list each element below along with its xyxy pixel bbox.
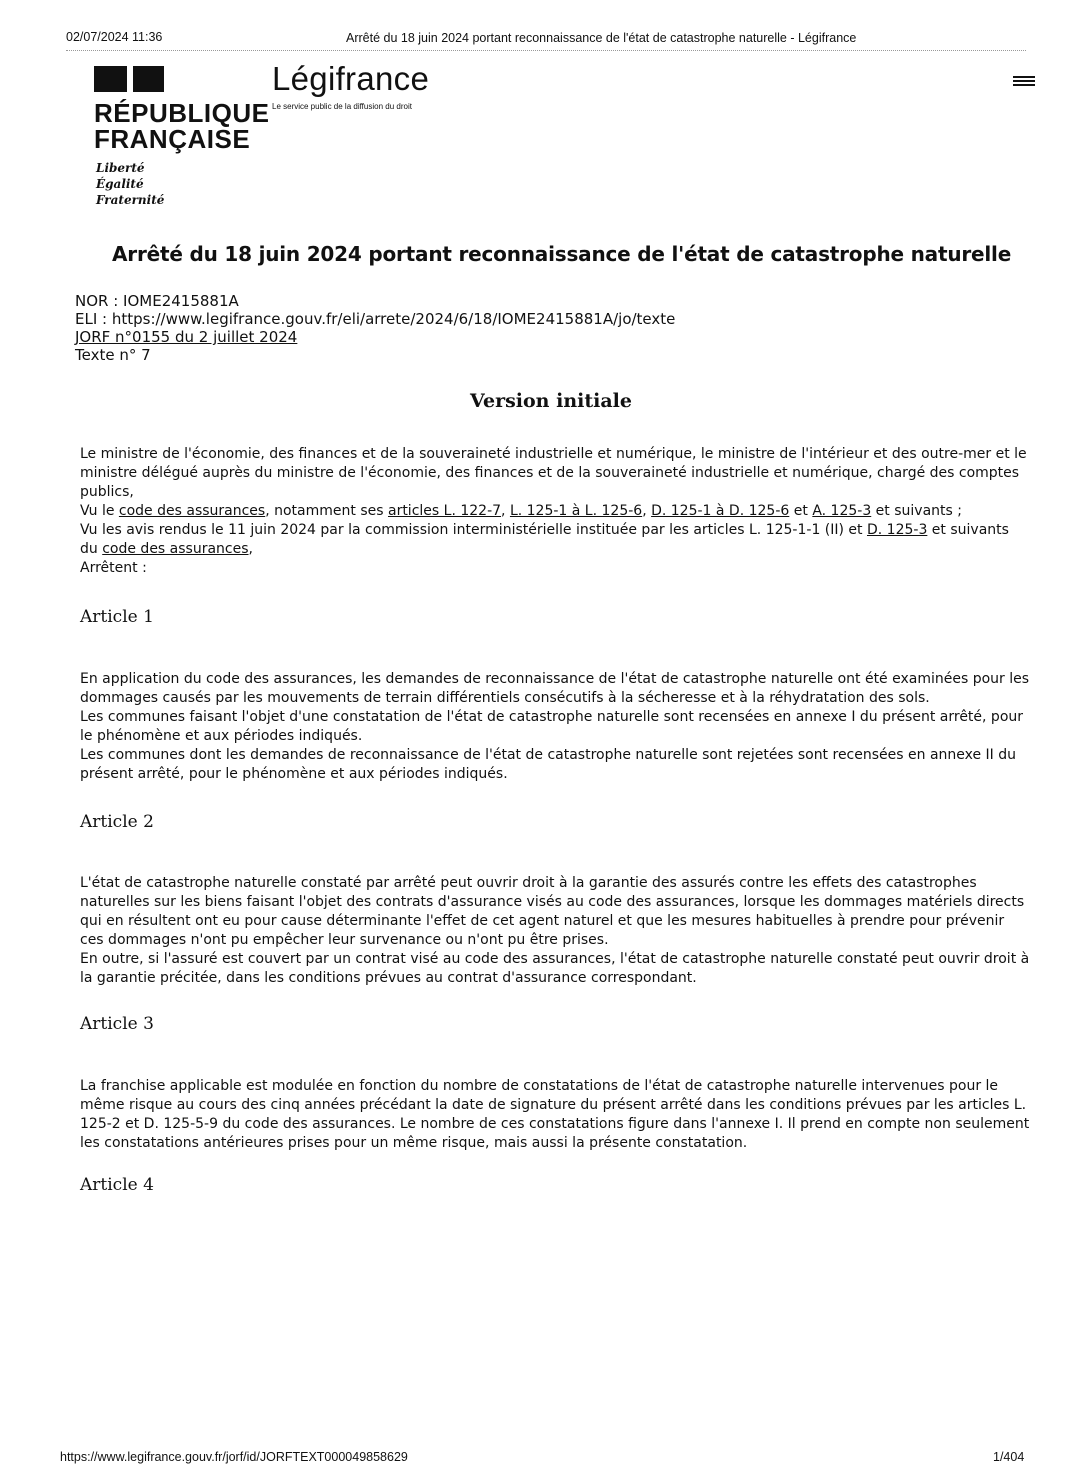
article-l122-7-link[interactable]: articles L. 122-7 — [387, 503, 502, 519]
article-heading: Article 2 — [80, 812, 154, 832]
vu-paragraph-1: Vu le code des assurances, notamment ses articles L. 122-7, L. 125-1 à L. 125-6, D. 125-1 à D. 125-6 et A. 125-3 et suivants ; — [80, 503, 962, 519]
article-d125-3-link[interactable]: D. 125-3 — [866, 522, 928, 538]
ministers-paragraph: Le ministre de l'économie, des finances et de la souveraineté industrielle et numérique, le ministre de l'intérieur et des outre-mer et le ministre délégué auprès du ministre de l'économie, des finances et de la souveraineté industrielle et numérique, chargé des comptes publics, — [80, 446, 1027, 500]
logo-devise: Liberté Égalité Fraternité — [96, 161, 165, 207]
article-heading: Article 1 — [80, 607, 154, 627]
jorf-link[interactable]: JORF n°0155 du 2 juillet 2024 — [75, 328, 298, 346]
preamble — [80, 445, 1030, 578]
document-title: Arrêté du 18 juin 2024 portant reconnaissance de l'état de catastrophe naturelle — [112, 242, 1012, 266]
print-footer-url: https://www.legifrance.gouv.fr/jorf/id/JORFTEXT000049858629 — [60, 1450, 408, 1464]
scan-artifact-line — [66, 50, 1026, 51]
article-heading: Article 4 — [80, 1175, 154, 1195]
arretent: Arrêtent : — [80, 560, 147, 576]
code-assurances-link-2[interactable]: code des assurances — [102, 541, 249, 557]
republique-francaise-logo[interactable] — [94, 66, 274, 216]
print-datetime: 02/07/2024 11:36 — [66, 30, 163, 44]
texte-number: Texte n° 7 — [75, 346, 151, 364]
article-body: En application du code des assurances, les demandes de reconnaissance de l'état de catastrophe naturelle ont été examinées pour les dommages causés par les mouvements de terrain différentiels consécutifs à la sécheresse et à la réhydratation des sols. Les communes faisant l'objet d'une constatation de l'état de catastrophe naturelle sont recensées en annexe I du présent arrêté, pour le phénomène et aux périodes indiqués. Les communes dont les demandes de reconnaissance de l'état de catastrophe naturelle sont rejetées sont recensées en annexe II du présent arrêté, pour le phénomène et aux périodes indiqués. — [80, 671, 1030, 782]
vu-paragraph-2: Vu les avis rendus le 11 juin 2024 par la commission interministérielle instituée par les articles L. 125-1-1 (II) et D. 125-3 et suivants du code des assurances, — [80, 522, 1009, 557]
code-assurances-link[interactable]: code des assurances — [118, 503, 266, 519]
nor-reference: NOR : IOME2415881A — [75, 292, 239, 310]
menu-icon[interactable] — [1013, 76, 1035, 88]
legifrance-tagline: Le service public de la diffusion du droit — [272, 102, 412, 111]
version-label: Version initiale — [470, 390, 632, 412]
print-page-title: Arrêté du 18 juin 2024 portant reconnaissance de l'état de catastrophe naturelle - Légifrance — [346, 31, 857, 45]
marianne-icon — [94, 66, 164, 92]
article-body: La franchise applicable est modulée en fonction du nombre de constatations de l'état de catastrophe naturelle intervenues pour le même risque au cours des cinq années précédant la date de signature du présent arrêté dans les conditions prévues par les articles L. 125-2 et D. 125-5-9 du code des assurances. Le nombre de ces constatations figure dans l'annexe I. Il prend en compte non seulement les constatations antérieures prises pour un même risque, mais aussi la présente constatation. — [80, 1078, 1030, 1151]
document-metadata — [75, 292, 675, 364]
print-page-number: 1/404 — [993, 1450, 1025, 1464]
article-d125-link[interactable]: D. 125-1 à D. 125-6 — [651, 503, 790, 519]
article-heading: Article 3 — [80, 1014, 154, 1034]
article-l125-link[interactable]: L. 125-1 à L. 125-6 — [509, 503, 643, 519]
logo-rf-text: RÉPUBLIQUE FRANÇAISE — [94, 98, 270, 154]
article-a125-3-link[interactable]: A. 125-3 — [812, 503, 872, 519]
eli-reference: ELI : https://www.legifrance.gouv.fr/eli/arrete/2024/6/18/IOME2415881A/jo/texte — [75, 310, 676, 328]
legifrance-wordmark[interactable]: Légifrance — [272, 60, 430, 97]
article-body: L'état de catastrophe naturelle constaté par arrêté peut ouvrir droit à la garantie des assurés contre les effets des catastrophes naturelles sur les biens faisant l'objet des contrats d'assurance visés au code des assurances, lorsque les dommages matériels directs qui en résultent ont eu pour cause déterminante l'effet de cet agent naturel et que les mesures habituelles à prendre pour prévenir ces dommages n'ont pu empêcher leur survenance ou n'ont pu être prises. En outre, si l'assuré est couvert par un contrat visé au code des assurances, l'état de catastrophe naturelle constaté peut ouvrir droit à la garantie précitée, dans les conditions prévues au contrat d'assurance correspondant. — [80, 875, 1030, 986]
